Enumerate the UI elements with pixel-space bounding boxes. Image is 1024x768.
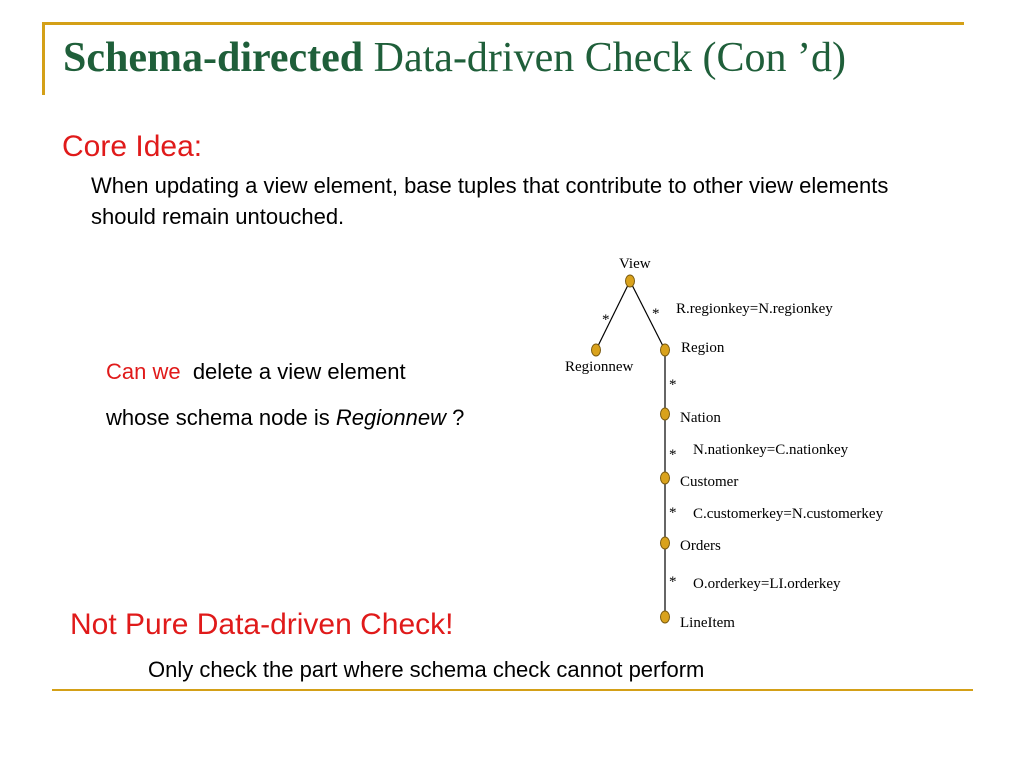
label-lineitem: LineItem — [680, 615, 735, 631]
question-rest: delete a view element — [180, 359, 406, 384]
node-regionnew — [592, 344, 601, 356]
condition-customer-orders: C.customerkey=N.customerkey — [693, 506, 884, 522]
star-view-regionnew: * — [602, 312, 610, 328]
bottom-rule — [52, 689, 973, 691]
node-nation — [661, 408, 670, 420]
star-orders-lineitem: * — [669, 574, 677, 590]
conclusion-heading: Not Pure Data-driven Check! — [70, 608, 454, 641]
star-customer-orders: * — [669, 505, 677, 521]
slide-title-bold: Schema-directed — [63, 35, 364, 81]
edge-view-region — [630, 281, 665, 350]
condition-view-region: R.regionkey=N.regionkey — [676, 301, 833, 317]
condition-nation-customer: N.nationkey=C.nationkey — [693, 442, 849, 458]
node-lineitem — [661, 611, 670, 623]
question-lead: Can we — [106, 359, 181, 384]
question-line2-suffix: ? — [445, 405, 465, 430]
conclusion-subtext: Only check the part where schema check cannot perform — [148, 657, 705, 682]
label-view: View — [619, 256, 651, 272]
star-region-nation: * — [669, 377, 677, 393]
label-customer: Customer — [680, 474, 739, 490]
node-region — [661, 344, 670, 356]
core-idea-heading: Core Idea: — [62, 130, 203, 163]
star-view-region: * — [652, 306, 660, 322]
label-orders: Orders — [680, 538, 721, 554]
label-region: Region — [681, 340, 725, 356]
slide-title-rest: Data-driven Check (Con ’d) — [363, 35, 846, 81]
node-orders — [661, 537, 670, 549]
node-customer — [661, 472, 670, 484]
core-idea-body: When updating a view element, base tuples that contribute to other view elements should remain untouched. — [91, 173, 889, 229]
label-regionnew: Regionnew — [565, 359, 634, 375]
node-view — [626, 275, 635, 287]
condition-orders-lineitem: O.orderkey=LI.orderkey — [693, 576, 841, 592]
star-nation-customer: * — [669, 447, 677, 463]
question-node-name: Regionnew — [335, 405, 446, 430]
question-line2-prefix: whose schema node is — [106, 405, 336, 430]
label-nation: Nation — [680, 410, 721, 426]
